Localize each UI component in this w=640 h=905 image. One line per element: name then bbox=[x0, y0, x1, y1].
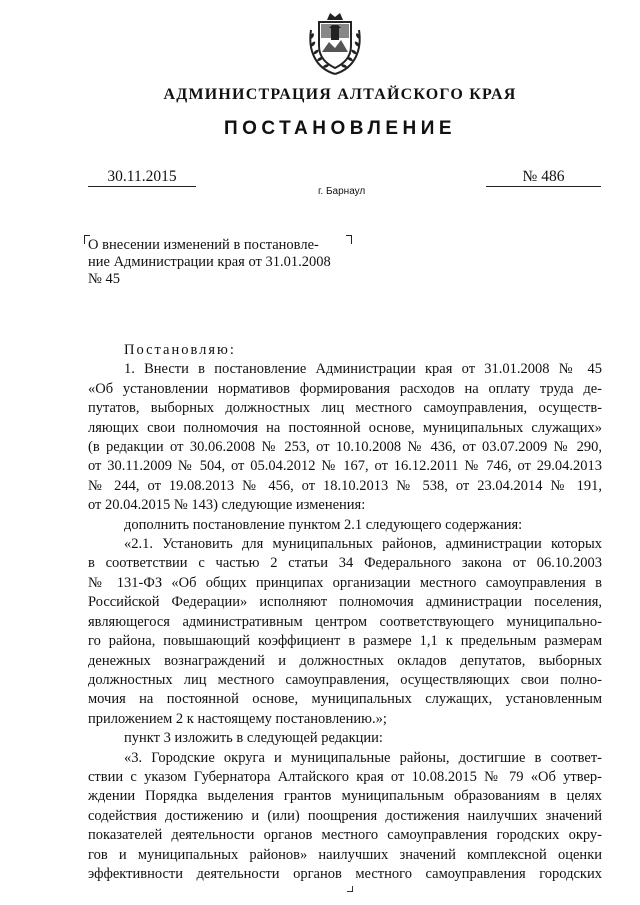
body-line: гов и муниципальных районов» наилучших значений комплексной оценки bbox=[88, 846, 602, 863]
body-line: 1. Внести в постановление Администрации края от 31.01.2008 № 45 bbox=[124, 361, 602, 378]
resolution-heading: Постановляю: bbox=[124, 342, 236, 358]
body-line: приложением 2 к настоящему постановлению.»; bbox=[88, 710, 387, 727]
body-line: «3. Городские округа и муниципальные районы, достигшие в соответ- bbox=[124, 749, 602, 766]
body-line: являющегося административным центром соответствующего муниципально- bbox=[88, 613, 602, 630]
body-line: мочия на постоянной основе, муниципальных служащих, установленным bbox=[88, 691, 602, 708]
body-line: ствии с указом Губернатора Алтайского края от 10.08.2015 № 79 «Об утвер- bbox=[88, 768, 602, 785]
subject-line: О внесении изменений в постановле- bbox=[88, 237, 319, 253]
body-line: в соответствии с частью 2 статьи 34 Федерального закона от 06.10.2003 bbox=[88, 555, 602, 572]
body-line: денежных вознаграждений и должностных окладов депутатов, выборных bbox=[88, 652, 602, 669]
body-line: «Об установлении нормативов формирования расходов на оплату труда де- bbox=[88, 380, 602, 397]
body-line: от 20.04.2015 № 143) следующие изменения: bbox=[88, 497, 366, 514]
body-line: должностных лиц местного самоуправления, осуществляющих свои полно- bbox=[88, 671, 602, 688]
body-line: «2.1. Установить для муниципальных районов, администрации которых bbox=[124, 536, 602, 553]
subject-line: № 45 bbox=[88, 271, 120, 287]
organization-title: АДМИНИСТРАЦИЯ АЛТАЙСКОГО КРАЯ bbox=[163, 86, 517, 103]
body-line: эффективности деятельности органов местного самоуправления городских bbox=[88, 865, 602, 882]
document-type-title: ПОСТАНОВЛЕНИЕ bbox=[223, 118, 457, 139]
document-subject bbox=[88, 237, 350, 288]
body-line: от 30.11.2009 № 504, от 05.04.2012 № 167, от 16.12.2011 № 746, от 29.04.2013 bbox=[88, 458, 602, 475]
body-line: № 244, от 19.08.2013 № 456, от 18.10.2013 № 538, от 23.04.2014 № 191, bbox=[88, 477, 602, 494]
body-line: ждении Порядка выделения грантов муниципальным образованиям в целях bbox=[88, 788, 602, 805]
body-line: показателей деятельности органов местного самоуправления городских окру- bbox=[88, 827, 602, 844]
coat-of-arms-icon bbox=[305, 8, 365, 78]
body-line: Российской Федерации» исполняют полномочия администрации поселения, bbox=[88, 594, 602, 611]
body-line: пункт 3 изложить в следующей редакции: bbox=[124, 730, 383, 747]
body-line: ляющих свои полномочия на постоянной основе, муниципальных служащих» bbox=[88, 419, 602, 436]
body-line: путатов, выборных должностных лиц местного самоуправления, осуществ- bbox=[88, 400, 602, 417]
document-number: № 486 bbox=[486, 168, 601, 187]
body-line: № 131-ФЗ «Об общих принципах организации местного самоуправления в bbox=[88, 574, 602, 591]
subject-line: ние Администрации края от 31.01.2008 bbox=[88, 254, 331, 270]
body-line: го района, повышающий коэффициент в размере 1,1 к предельным размерам bbox=[88, 633, 602, 650]
document-city: г. Барнаул bbox=[318, 186, 366, 197]
document-date: 30.11.2015 bbox=[88, 168, 196, 187]
document-body bbox=[88, 341, 602, 884]
body-line: содействия достижению и (или) поощрения достижения наилучших значений bbox=[88, 807, 602, 824]
body-line: дополнить постановление пунктом 2.1 следующего содержания: bbox=[124, 516, 523, 533]
page-corner-mark bbox=[347, 886, 353, 892]
body-line: (в редакции от 30.06.2008 № 253, от 10.10.2008 № 436, от 03.07.2009 № 290, bbox=[88, 439, 602, 456]
